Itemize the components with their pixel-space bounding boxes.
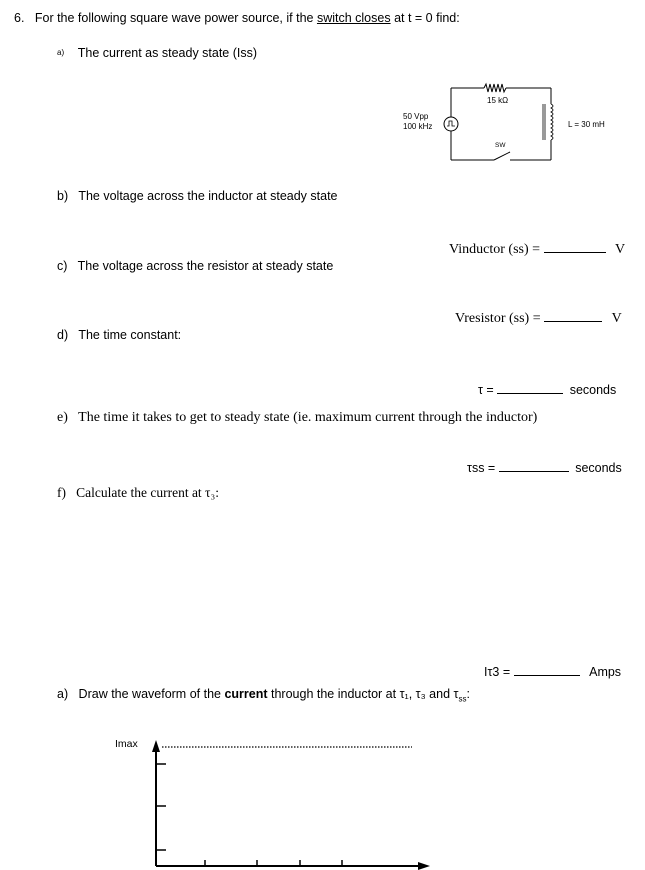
part-e-letter: e)	[57, 410, 68, 425]
part-g-text-bold: current	[224, 687, 268, 701]
part-g-text-after: through the inductor at τ₁, τ₃ and τ	[267, 687, 459, 701]
it3-blank[interactable]	[514, 663, 580, 676]
source-voltage: 50 Vpp	[403, 112, 429, 121]
waveform-graph	[152, 740, 430, 870]
vinductor-label: Vinductor (ss) =	[449, 242, 541, 257]
tss-blank[interactable]	[499, 459, 569, 472]
tau-answer	[478, 381, 616, 397]
tss-label: τss =	[467, 461, 496, 475]
tss-unit: seconds	[575, 461, 622, 475]
part-g-text-end: :	[466, 687, 470, 701]
inductor-label: L = 30 mH	[568, 120, 605, 129]
it3-label: Iτ3 =	[484, 665, 511, 679]
part-f-letter: f)	[57, 485, 66, 500]
source-label	[403, 112, 432, 132]
tau-unit: seconds	[569, 383, 617, 397]
it3-answer	[484, 663, 621, 679]
switch-closes-link[interactable]: switch closes	[316, 11, 391, 25]
switch-label: SW	[495, 142, 506, 149]
part-c-text: The voltage across the resistor at steady state	[77, 259, 334, 273]
part-c	[57, 259, 333, 273]
it3-unit: Amps	[589, 665, 622, 679]
part-g-text-sub: ss	[458, 694, 467, 704]
resistor-label: 15 kΩ	[487, 96, 509, 105]
part-d	[57, 328, 181, 342]
tss-answer	[467, 459, 622, 475]
question-intro-start: For the following square wave power source, if the	[34, 11, 317, 25]
question-number: 6.	[14, 11, 25, 25]
part-a-letter: a)	[57, 48, 65, 57]
vinductor-answer	[449, 240, 625, 258]
part-g	[57, 687, 470, 704]
part-d-text: The time constant:	[78, 328, 182, 342]
part-d-letter: d)	[57, 328, 69, 342]
source-frequency: 100 kHz	[403, 122, 433, 131]
graph-ylabel: Imax	[115, 738, 138, 750]
part-a-text: The current as steady state (Iss)	[77, 46, 258, 60]
vresistor-unit: V	[611, 311, 622, 326]
part-c-letter: c)	[57, 259, 68, 273]
tau-blank[interactable]	[497, 381, 563, 394]
part-f-text: Calculate the current at τ₃:	[76, 485, 219, 500]
part-e	[57, 410, 537, 426]
vresistor-label: Vresistor (ss) =	[455, 311, 541, 326]
part-b	[57, 189, 338, 203]
vresistor-answer	[455, 309, 622, 327]
part-g-text-before: Draw the waveform of the	[78, 687, 225, 701]
part-b-letter: b)	[57, 189, 69, 203]
part-f	[57, 485, 219, 501]
part-e-text: The time it takes to get to steady state (ie. maximum current through the inductor)	[78, 410, 538, 425]
tau-label: τ =	[478, 383, 494, 397]
vinductor-unit: V	[615, 242, 626, 257]
part-b-text: The voltage across the inductor at steady state	[78, 189, 338, 203]
vresistor-blank[interactable]	[544, 309, 602, 322]
part-g-letter: a)	[57, 687, 69, 701]
vinductor-blank[interactable]	[544, 240, 606, 253]
question-intro-end: at t = 0 find:	[390, 11, 460, 25]
